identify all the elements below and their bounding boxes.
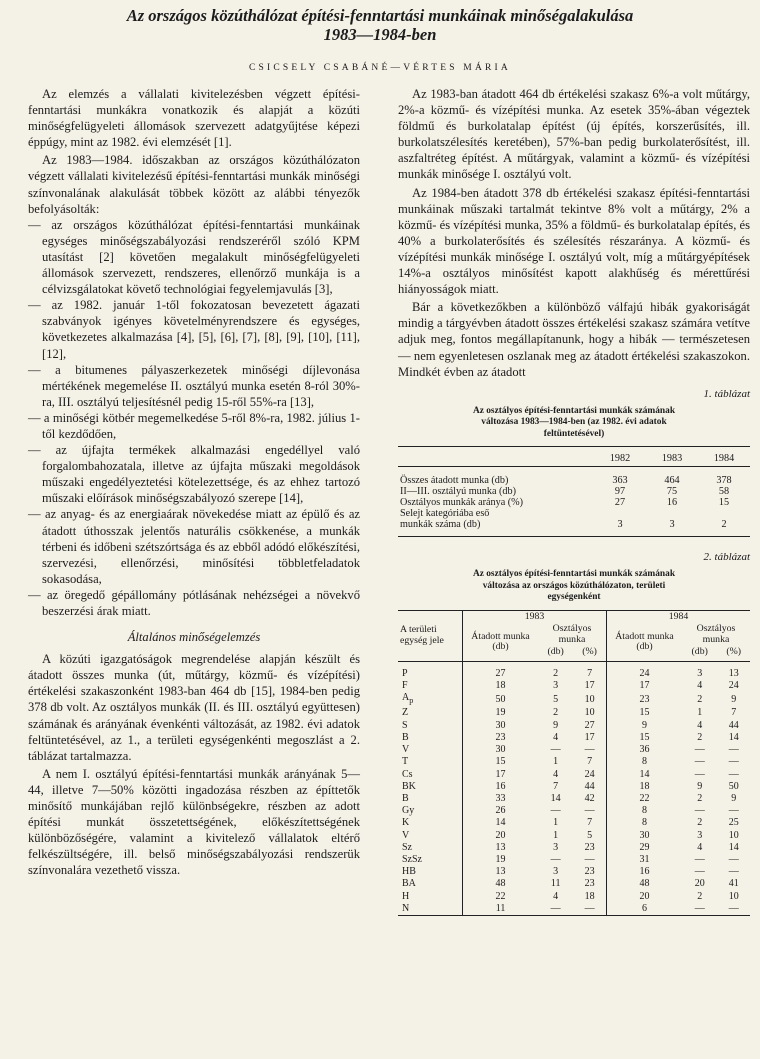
table-cell: 4 [697,680,703,692]
table-row [398,680,750,692]
table-cell: 27 [584,719,595,731]
table-row [398,781,750,793]
table-cell: 44 [584,780,595,792]
table-cell: 5 [553,693,559,705]
table-cell: 1 [553,829,559,841]
table-cell: — [728,866,739,878]
table-cell: — [584,744,595,756]
table-row [398,805,750,817]
unit-code: V [402,744,410,756]
table-cell: 1 [553,817,559,829]
table-row [398,732,750,744]
table-cell: 9 [606,720,682,732]
table-row [398,707,750,719]
table-cell: 2 [697,731,703,743]
table-cell: 20 [606,891,682,903]
table-row [398,793,750,805]
table-cell: 20 [694,878,705,890]
col-header: Osztályos munka [696,623,736,645]
table-row [398,486,750,497]
year-header: 1984 [606,610,750,623]
paragraph: Az 1983—1984. időszakban az országos közúthálózaton végzett vállalati kivitelezésű építési-fenntartási munkák minőségi színvonalának alakulását többek között az alábbi tényezők befolyásolták: [28,153,360,216]
table-cell: 18 [463,680,539,692]
table-cell: — [584,805,595,817]
table-cell: 16 [666,497,678,509]
table-cell: 4 [553,731,559,743]
table-row [398,817,750,829]
table-cell: 20 [463,830,539,842]
unit-code: Cs [402,768,413,780]
unit-code: S [402,719,408,731]
table-cell: 17 [463,769,539,781]
table-cell: — [694,768,705,780]
table-cell: 1 [553,756,559,768]
paragraph: Az 1984-ben átadott 378 db értékelési szakasz építési-fenntartási munkáinak műszaki tartalmát tekintve 8% volt a műtárgy, 2% a közmű- és vízépítési munka, 35% a földmű- és burkolatalap építés, és 40% a burkolaterősítés és szélesítés részaránya. A közmű- és vízépítési munkák minősége I. osztályú volt, míg a műtárgyépítések 14%-a osztályos minősítést kapott alakhűség és mérettűrési hiányosságok miatt. [398,185,750,297]
table-cell: 48 [606,878,682,890]
table-row [398,661,750,680]
table-cell: 10 [728,890,739,902]
table2-label: 2. táblázat [703,551,750,564]
list-item: — az öregedő gépállomány pótlásának nehézségei a növekvő beszerzési árak miatt. [28,587,361,618]
table-cell: 7 [587,667,593,679]
table-cell: 17 [584,680,595,692]
table-row [398,508,750,519]
table-cell [646,508,698,519]
table-cell: 58 [718,486,730,498]
table-cell [698,508,750,519]
table-cell: 4 [553,768,559,780]
table-cell: 15 [606,707,682,719]
table-cell: — [717,903,750,916]
table-cell: — [728,768,739,780]
list-item: — a bitumenes pályaszerkezetek minőségi díjlevonása mértékének megemelése II. osztályú munka esetén 8-ról 30%-ra, III. osztályú teljesítésnél pedig 15-ről 55%-ra [13], [28,362,360,409]
table-row [398,769,750,781]
table-cell: 363 [612,475,628,487]
table-cell: 4 [553,890,559,902]
section-heading: Általános minőségelemzés [127,630,261,645]
table-cell: 23 [584,841,595,853]
table-cell: 11 [463,903,539,916]
table-cell: — [694,853,705,865]
table-cell: 8 [606,817,682,829]
table-cell: 2 [697,817,703,829]
table-cell: 9 [553,719,559,731]
table-cell: 10 [584,693,595,705]
col-header: Átadott munka (db) [606,623,682,661]
paragraph: A nem I. osztályú építési-fenntartási munkák arányának 5—44, illetve 7—50% közötti ingadozása részben az építtetők minősítő munkájában rejlő különbségekre, részben az adott építési munkát összetettségének, előkészítettségének különbözőségére, valamint a kivitelező vállalatok eltérő felkészültségére, ill. belső minőségszabályozási rendszerük színvonalára vezethető vissza. [28,766,360,878]
table-cell: 11 [550,878,561,890]
table-cell: 23 [606,692,682,707]
unit-code: T [402,756,409,768]
unit-code: $A_p$ [402,692,414,706]
row-label: Összes átadott munka (db) [400,475,509,487]
table1-caption: Az osztályos építési-fenntartási munkák számának változása 1983—1984-ben (az 1982. évi adatok feltüntetésével) [472,405,676,439]
table-row [398,903,750,916]
table-cell: 7 [553,780,559,792]
table-cell: 29 [606,842,682,854]
list-item: — az anyag- és az energiaárak növekedése miatt az épülő és az átadott úthosszak jelentős naturális csökkenése, a munkák térbeni és időbeni szétszórtsága és az ebből adódó előkészítési, szervezési, ellenőrzési, minősítési többletfeladatok sokasodása, [28,507,360,586]
list-item: — az országos közúthálózat építési-fenntartási munkáinak egységes minőségszabályozási rendszeréről szóló KPM utasítást [2] követően megalakult minőségfelügyeleti állomások szervezett, rendszeres, ellenőrző munkája is a célvizsgálatokat követő technológiai fegyelemjavulás [3], [28,217,360,297]
table-cell: — [728,853,739,865]
authors: CSICSELY CSABÁNÉ—VÉRTES MÁRIA [249,63,511,73]
table-cell: 75 [666,486,678,498]
col-header: Átadott munka (db) [463,623,539,661]
table-cell: 41 [728,878,739,890]
table-cell: 5 [587,829,593,841]
table-cell: 3 [697,829,703,841]
unit-code: B [402,792,409,804]
table-row [398,467,750,487]
table-cell: — [728,805,739,817]
table-cell: 2 [697,890,703,902]
table-cell: 18 [584,890,595,902]
table-row [398,756,750,768]
table-cell: — [550,805,561,817]
table-row [398,866,750,878]
table-row [398,830,750,842]
table-row [398,720,750,732]
factor-list [28,217,360,619]
table2-caption: Az osztályos építési-fenntartási munkák számának változása az országos közúthálózaton, területi egységenként [472,569,676,603]
list-item: — az 1982. január 1-től fokozatosan bevezetett ágazati szabványok igényes követelményrendszere és egységes, következetes alkalmazása [4], [5], [6], [7], [8], [9], [10], [11], [12], [28,298,360,361]
table-row [398,854,750,866]
table-cell: 17 [606,680,682,692]
unit-code: H [402,890,410,902]
table-cell: 9 [697,780,703,792]
unit-code: Sz [402,841,412,853]
table-cell: 50 [728,780,739,792]
table-cell: 16 [606,866,682,878]
table-cell: 8 [606,805,682,817]
table-cell: 13 [463,866,539,878]
unit-code: B [402,731,409,743]
table-cell: 50 [463,692,539,707]
row-label: munkák száma (db) [398,519,594,537]
table-cell: 2 [697,792,703,804]
table-cell: 31 [606,854,682,866]
title-line-2: 1983—1984-ben [323,25,437,44]
table-cell: 30 [606,830,682,842]
article-title [0,6,760,44]
table-cell: 2 [553,707,559,719]
table-cell: 16 [463,781,539,793]
list-item: — az újfajta termékek alkalmazási engedéllyel való forgalombahozatala, illetve az újfajta műszaki megoldások műszaki engedélyeztetési kötelezettsége, és az ehhez tartozó műszaki előírások minőségszabályozó szerepe [14], [28,443,360,506]
sub-header: (db) [682,646,717,661]
table-cell: 14 [606,769,682,781]
table-cell: 17 [584,731,595,743]
table-row [398,497,750,508]
table-cell: 2 [697,693,703,705]
table-cell: — [584,853,595,865]
table-cell: 23 [584,866,595,878]
table-cell: 19 [463,707,539,719]
table-cell: 18 [606,781,682,793]
table-cell: 42 [584,792,595,804]
table-cell: — [694,805,705,817]
row-label: Selejt kategóriába eső [400,508,490,520]
unit-header: A területi egység jele [398,610,463,661]
list-item: — a minőségi kötbér megemelkedése 5-ről 8%-ra, 1982. július 1-től kezdődően, [28,410,360,441]
unit-code: Gy [402,805,415,817]
table-cell: 7 [731,707,737,719]
table-cell: 2 [698,519,750,537]
table-cell: — [694,744,705,756]
table-cell: 2 [553,667,559,679]
table-cell: 10 [728,829,739,841]
table-cell: 26 [463,805,539,817]
table-cell: 22 [606,793,682,805]
table-cell: 22 [463,891,539,903]
unit-code: K [402,817,410,829]
table-cell: 13 [463,842,539,854]
table-cell: 7 [587,817,593,829]
table-cell: 4 [697,719,703,731]
table-cell: 3 [553,866,559,878]
table-row [398,891,750,903]
unit-code: P [402,667,408,679]
table-cell [594,508,646,519]
table-cell: 30 [463,744,539,756]
col-header: Osztályos munka [552,623,592,645]
sub-header: (db) [538,646,573,661]
table-cell: — [550,853,561,865]
unit-code: BK [402,780,416,792]
table-cell: 13 [728,667,739,679]
table-cell: 14 [728,841,739,853]
table-cell: 14 [463,817,539,829]
table-cell: 27 [463,661,539,680]
table-cell: — [694,756,705,768]
unit-code: BA [402,878,416,890]
table-cell: 23 [584,878,595,890]
title-line-1: Az országos közúthálózat építési-fenntartási munkáinak minőségalakulása [126,6,634,25]
row-label: II—III. osztályú munka (db) [400,486,516,498]
table-cell: 44 [728,719,739,731]
table-cell: 378 [716,475,732,487]
table-cell: 33 [463,793,539,805]
unit-code: V [402,829,410,841]
table-cell: — [728,756,739,768]
table-cell: 3 [646,519,698,537]
unit-code: F [402,680,408,692]
table-cell: 7 [587,756,593,768]
left-column [28,86,360,879]
table-row [398,842,750,854]
year-header: 1982 [594,447,646,467]
table-cell: 10 [584,707,595,719]
row-label: Osztályos munkák aránya (%) [400,497,524,509]
table-cell: 27 [614,497,626,509]
table-cell: 6 [606,903,682,916]
table-2 [398,610,750,916]
table-cell: 24 [606,661,682,680]
table-cell: 9 [731,792,737,804]
paragraph: Az 1983-ban átadott 464 db értékelési szakasz 6%-a volt műtárgy, 2%-a közmű- és vízépítési munka. Az esetek 35%-ában végeztek földmű és burkolatalap építést (új építés, korszerűsítés, ill. burkolatszélesítés keretében), 57%-ban pedig burkolaterősítést, ill. aszfaltréteg építést. A műtárgyak, valamint a közmű- és vízépítési munkák minősége I. osztályú volt. [398,87,750,182]
table-cell: — [728,744,739,756]
table-1 [398,446,750,537]
table-cell: 15 [606,732,682,744]
table-cell: 24 [728,680,739,692]
table-cell: 36 [606,744,682,756]
table-cell: 48 [463,878,539,890]
table-cell: — [550,744,561,756]
table-cell: 8 [606,756,682,768]
table-cell: 3 [594,519,646,537]
paragraph: Bár a következőkben a különböző válfajú hibák gyakoriságát mindig a tárgyévben átadott összes értékelési szakasz számára vetítve adjuk meg, fontos megállapítanunk, hogy a hibák — természetesen — nem egyenletesen oszlanak meg az átadott értékelési szakaszokon. Mindkét évben az átadott [398,300,750,379]
table-cell: 19 [463,854,539,866]
sub-header: (%) [573,646,606,661]
table-cell: 14 [728,731,739,743]
year-header: 1983 [463,610,607,623]
table-cell: 1 [697,707,703,719]
right-column [398,86,750,916]
table-cell: 24 [584,768,595,780]
table-row [398,692,750,707]
table-cell: 3 [553,680,559,692]
unit-code: N [398,903,463,916]
table-cell: 15 [463,756,539,768]
table-cell: 15 [718,497,730,509]
table-cell: 25 [728,817,739,829]
table-row [398,878,750,890]
unit-code: SzSz [402,853,422,865]
paragraph: A közúti igazgatóságok megrendelése alapján készült és átadott összes munka (út, műtárgy, közmű- és vízépítési) értékelési szakaszonként 1983-ban 464 db [15], 1984-ben pedig 378 db volt. Az osztályos munkák (II. és III. osztályú együttesen) számának és arányának évenkénti változását, az 1982. évi adatok feltüntetésével, az 1., a területi egységenkénti megoszlást a 2. táblázat tartalmazza. [28,652,360,763]
table-cell: 464 [664,475,680,487]
year-header: 1983 [646,447,698,467]
table-cell: 4 [697,841,703,853]
table-row [398,519,750,537]
table-cell: — [682,903,717,916]
sub-header: (%) [717,646,750,661]
table-cell: 30 [463,720,539,732]
table1-label: 1. táblázat [703,387,750,400]
table-cell: — [538,903,573,916]
table-cell: 14 [550,792,561,804]
unit-code: HB [402,866,416,878]
table-cell: — [694,866,705,878]
paragraph: Az elemzés a vállalati kivitelezésben végzett építési-fenntartási munkákra vonatkozik és alapját a közúti minőségfelügyeleti állomások szervezett adatgyűjtése képezi éppúgy, mint az 1982. évi elemzését [1]. [28,87,360,150]
table-cell: — [573,903,606,916]
table-cell: 23 [463,732,539,744]
table-cell: 97 [614,486,626,498]
unit-code: Z [402,707,409,719]
table-cell: 3 [553,841,559,853]
table-row [398,744,750,756]
table-cell: 9 [731,693,737,705]
table-cell: 3 [697,667,703,679]
year-header: 1984 [698,447,750,467]
